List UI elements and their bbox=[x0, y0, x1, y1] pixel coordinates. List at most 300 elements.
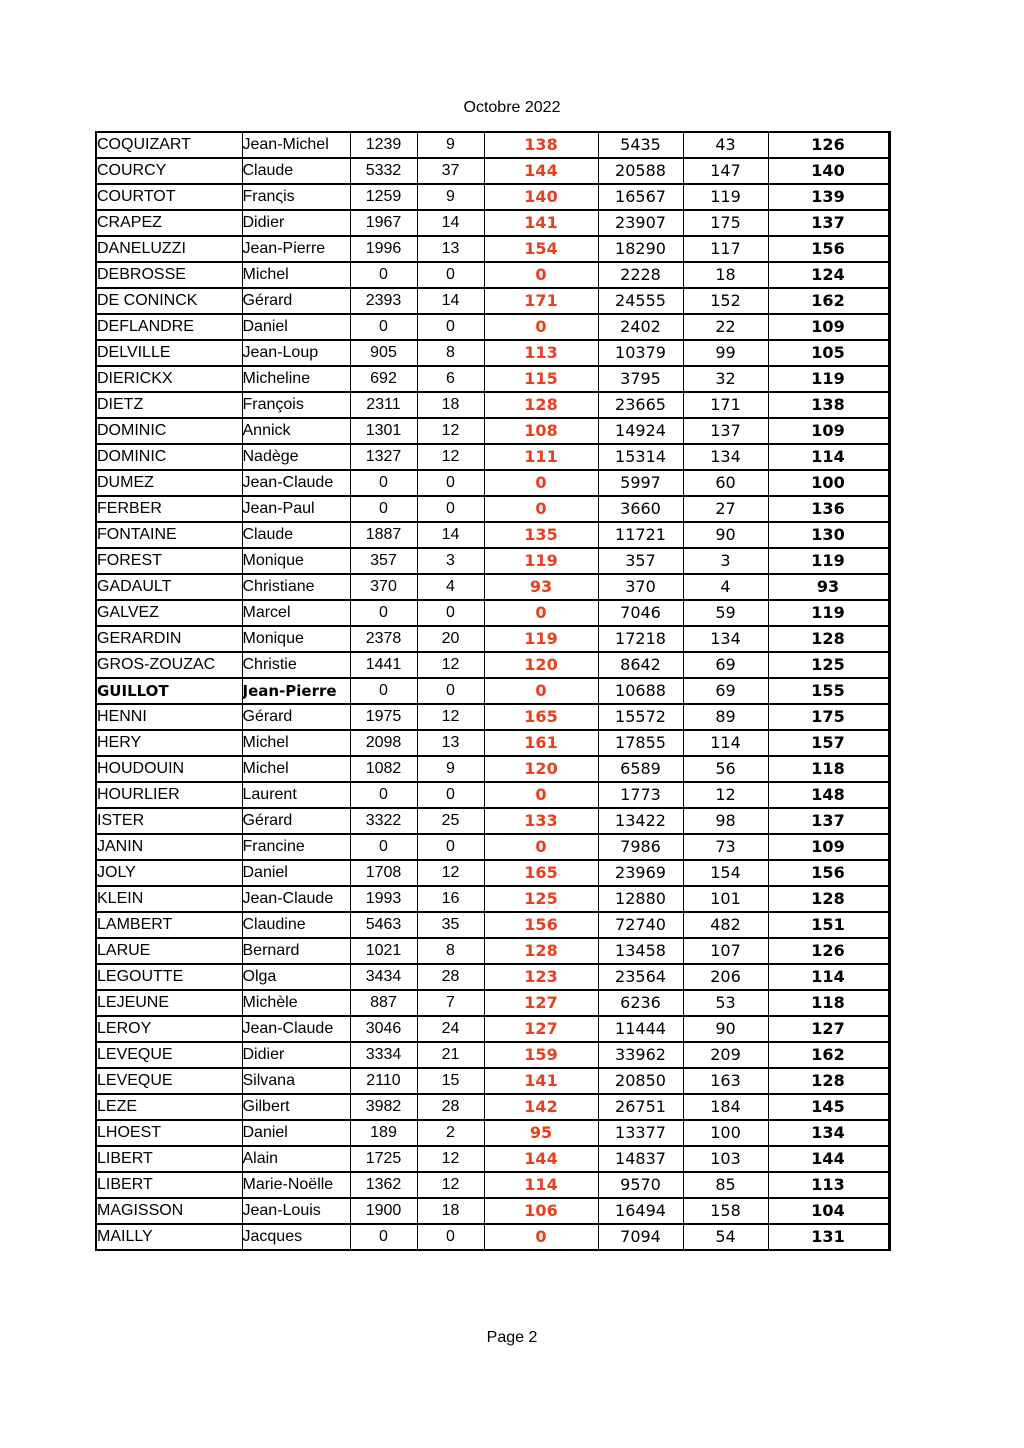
total-pins-cell: 20588 bbox=[598, 158, 683, 184]
last-name-cell: LIBERT bbox=[96, 1146, 242, 1172]
last-name-cell: FONTAINE bbox=[96, 522, 242, 548]
total-pins-cell: 11444 bbox=[598, 1016, 683, 1042]
month-average-cell: 111 bbox=[484, 444, 598, 470]
month-average-cell: 120 bbox=[484, 652, 598, 678]
total-average-cell: 119 bbox=[768, 600, 889, 626]
month-pins-cell: 1725 bbox=[350, 1146, 417, 1172]
first-name-cell: Olga bbox=[242, 964, 350, 990]
month-games-cell: 8 bbox=[417, 340, 484, 366]
total-games-cell: 90 bbox=[683, 522, 768, 548]
total-games-cell: 184 bbox=[683, 1094, 768, 1120]
month-games-cell: 8 bbox=[417, 938, 484, 964]
month-games-cell: 0 bbox=[417, 314, 484, 340]
total-games-cell: 22 bbox=[683, 314, 768, 340]
first-name-cell: Claude bbox=[242, 158, 350, 184]
month-pins-cell: 1996 bbox=[350, 236, 417, 262]
total-average-cell: 124 bbox=[768, 262, 889, 288]
table-row bbox=[96, 834, 889, 860]
first-name-cell: Gérard bbox=[242, 808, 350, 834]
first-name-cell: Monique bbox=[242, 626, 350, 652]
month-games-cell: 12 bbox=[417, 1172, 484, 1198]
total-games-cell: 53 bbox=[683, 990, 768, 1016]
month-pins-cell: 0 bbox=[350, 496, 417, 522]
month-average-cell: 171 bbox=[484, 288, 598, 314]
table-row bbox=[96, 184, 889, 210]
first-name-cell: Monique bbox=[242, 548, 350, 574]
month-pins-cell: 0 bbox=[350, 1224, 417, 1250]
last-name-cell: DIETZ bbox=[96, 392, 242, 418]
month-average-cell: 114 bbox=[484, 1172, 598, 1198]
month-pins-cell: 0 bbox=[350, 600, 417, 626]
total-average-cell: 100 bbox=[768, 470, 889, 496]
total-pins-cell: 24555 bbox=[598, 288, 683, 314]
last-name-cell: COURTOT bbox=[96, 184, 242, 210]
table-row bbox=[96, 886, 889, 912]
last-name-cell: DELVILLE bbox=[96, 340, 242, 366]
month-pins-cell: 1259 bbox=[350, 184, 417, 210]
month-pins-cell: 2393 bbox=[350, 288, 417, 314]
month-pins-cell: 3334 bbox=[350, 1042, 417, 1068]
total-pins-cell: 3660 bbox=[598, 496, 683, 522]
month-games-cell: 13 bbox=[417, 236, 484, 262]
last-name-cell: LEZE bbox=[96, 1094, 242, 1120]
month-average-cell: 0 bbox=[484, 262, 598, 288]
total-games-cell: 163 bbox=[683, 1068, 768, 1094]
last-name-cell: DE CONINCK bbox=[96, 288, 242, 314]
last-name-cell: LIBERT bbox=[96, 1172, 242, 1198]
total-average-cell: 127 bbox=[768, 1016, 889, 1042]
last-name-cell: GALVEZ bbox=[96, 600, 242, 626]
last-name-cell: HERY bbox=[96, 730, 242, 756]
total-pins-cell: 23665 bbox=[598, 392, 683, 418]
month-games-cell: 3 bbox=[417, 548, 484, 574]
month-games-cell: 37 bbox=[417, 158, 484, 184]
month-average-cell: 156 bbox=[484, 912, 598, 938]
month-average-cell: 93 bbox=[484, 574, 598, 600]
total-pins-cell: 7986 bbox=[598, 834, 683, 860]
first-name-cell: Francine bbox=[242, 834, 350, 860]
table-row bbox=[96, 1224, 889, 1250]
total-average-cell: 119 bbox=[768, 548, 889, 574]
table-row bbox=[96, 1146, 889, 1172]
total-average-cell: 109 bbox=[768, 834, 889, 860]
total-games-cell: 209 bbox=[683, 1042, 768, 1068]
last-name-cell: LEVEQUE bbox=[96, 1042, 242, 1068]
total-pins-cell: 13377 bbox=[598, 1120, 683, 1146]
total-games-cell: 134 bbox=[683, 626, 768, 652]
first-name-cell: Gérard bbox=[242, 704, 350, 730]
total-games-cell: 101 bbox=[683, 886, 768, 912]
total-average-cell: 139 bbox=[768, 184, 889, 210]
total-pins-cell: 23907 bbox=[598, 210, 683, 236]
total-pins-cell: 7094 bbox=[598, 1224, 683, 1250]
month-pins-cell: 2311 bbox=[350, 392, 417, 418]
table-row bbox=[96, 704, 889, 730]
table-row bbox=[96, 730, 889, 756]
first-name-cell: Jean-Michel bbox=[242, 132, 350, 158]
first-name-cell: Micheline bbox=[242, 366, 350, 392]
month-average-cell: 128 bbox=[484, 938, 598, 964]
total-games-cell: 98 bbox=[683, 808, 768, 834]
month-pins-cell: 1301 bbox=[350, 418, 417, 444]
first-name-cell: Jean-Claude bbox=[242, 886, 350, 912]
table-row bbox=[96, 548, 889, 574]
month-average-cell: 133 bbox=[484, 808, 598, 834]
table-row bbox=[96, 652, 889, 678]
month-pins-cell: 2110 bbox=[350, 1068, 417, 1094]
month-games-cell: 35 bbox=[417, 912, 484, 938]
month-games-cell: 0 bbox=[417, 262, 484, 288]
month-average-cell: 123 bbox=[484, 964, 598, 990]
total-pins-cell: 370 bbox=[598, 574, 683, 600]
total-pins-cell: 15314 bbox=[598, 444, 683, 470]
total-games-cell: 137 bbox=[683, 418, 768, 444]
total-pins-cell: 1773 bbox=[598, 782, 683, 808]
total-average-cell: 128 bbox=[768, 1068, 889, 1094]
last-name-cell: DIERICKX bbox=[96, 366, 242, 392]
first-name-cell: Jean-Pierre bbox=[242, 678, 350, 704]
first-name-cell: Jean-Paul bbox=[242, 496, 350, 522]
first-name-cell: Michel bbox=[242, 756, 350, 782]
total-average-cell: 128 bbox=[768, 886, 889, 912]
total-average-cell: 156 bbox=[768, 860, 889, 886]
total-average-cell: 119 bbox=[768, 366, 889, 392]
month-games-cell: 28 bbox=[417, 964, 484, 990]
first-name-cell: Marie-Noëlle bbox=[242, 1172, 350, 1198]
first-name-cell: Michel bbox=[242, 262, 350, 288]
month-average-cell: 144 bbox=[484, 1146, 598, 1172]
total-games-cell: 154 bbox=[683, 860, 768, 886]
page-title: Octobre 2022 bbox=[463, 99, 561, 116]
month-pins-cell: 905 bbox=[350, 340, 417, 366]
table-row bbox=[96, 574, 889, 600]
month-pins-cell: 1975 bbox=[350, 704, 417, 730]
last-name-cell: HENNI bbox=[96, 704, 242, 730]
total-pins-cell: 3795 bbox=[598, 366, 683, 392]
last-name-cell: GROS-ZOUZAC bbox=[96, 652, 242, 678]
total-pins-cell: 11721 bbox=[598, 522, 683, 548]
first-name-cell: Claudine bbox=[242, 912, 350, 938]
total-pins-cell: 10688 bbox=[598, 678, 683, 704]
first-name-cell: Christie bbox=[242, 652, 350, 678]
total-pins-cell: 6589 bbox=[598, 756, 683, 782]
total-average-cell: 109 bbox=[768, 314, 889, 340]
month-average-cell: 141 bbox=[484, 210, 598, 236]
month-average-cell: 108 bbox=[484, 418, 598, 444]
first-name-cell: Gilbert bbox=[242, 1094, 350, 1120]
last-name-cell: COURCY bbox=[96, 158, 242, 184]
month-games-cell: 7 bbox=[417, 990, 484, 1016]
last-name-cell: COQUIZART bbox=[96, 132, 242, 158]
first-name-cell: Gérard bbox=[242, 288, 350, 314]
table-body bbox=[96, 132, 889, 1250]
month-average-cell: 125 bbox=[484, 886, 598, 912]
total-games-cell: 4 bbox=[683, 574, 768, 600]
month-average-cell: 0 bbox=[484, 600, 598, 626]
total-average-cell: 162 bbox=[768, 1042, 889, 1068]
table-row bbox=[96, 262, 889, 288]
table-row bbox=[96, 964, 889, 990]
month-games-cell: 0 bbox=[417, 600, 484, 626]
total-games-cell: 171 bbox=[683, 392, 768, 418]
month-games-cell: 18 bbox=[417, 1198, 484, 1224]
last-name-cell: GUILLOT bbox=[96, 678, 242, 704]
month-games-cell: 28 bbox=[417, 1094, 484, 1120]
month-games-cell: 0 bbox=[417, 834, 484, 860]
total-games-cell: 158 bbox=[683, 1198, 768, 1224]
table-row bbox=[96, 288, 889, 314]
total-pins-cell: 5997 bbox=[598, 470, 683, 496]
first-name-cell: Jean-Louis bbox=[242, 1198, 350, 1224]
total-pins-cell: 2402 bbox=[598, 314, 683, 340]
last-name-cell: LARUE bbox=[96, 938, 242, 964]
total-average-cell: 125 bbox=[768, 652, 889, 678]
month-pins-cell: 1082 bbox=[350, 756, 417, 782]
total-average-cell: 131 bbox=[768, 1224, 889, 1250]
total-pins-cell: 6236 bbox=[598, 990, 683, 1016]
total-games-cell: 18 bbox=[683, 262, 768, 288]
month-games-cell: 6 bbox=[417, 366, 484, 392]
last-name-cell: LEGOUTTE bbox=[96, 964, 242, 990]
total-average-cell: 126 bbox=[768, 132, 889, 158]
month-games-cell: 0 bbox=[417, 782, 484, 808]
total-games-cell: 56 bbox=[683, 756, 768, 782]
total-average-cell: 148 bbox=[768, 782, 889, 808]
total-average-cell: 155 bbox=[768, 678, 889, 704]
table-row bbox=[96, 1120, 889, 1146]
month-games-cell: 12 bbox=[417, 704, 484, 730]
total-games-cell: 60 bbox=[683, 470, 768, 496]
month-games-cell: 25 bbox=[417, 808, 484, 834]
month-average-cell: 138 bbox=[484, 132, 598, 158]
first-name-cell: Didier bbox=[242, 210, 350, 236]
first-name-cell: Christiane bbox=[242, 574, 350, 600]
table-row bbox=[96, 418, 889, 444]
month-pins-cell: 1708 bbox=[350, 860, 417, 886]
month-games-cell: 14 bbox=[417, 210, 484, 236]
last-name-cell: DEBROSSE bbox=[96, 262, 242, 288]
total-average-cell: 151 bbox=[768, 912, 889, 938]
last-name-cell: LEJEUNE bbox=[96, 990, 242, 1016]
table-row bbox=[96, 366, 889, 392]
table-row bbox=[96, 912, 889, 938]
last-name-cell: LEVEQUE bbox=[96, 1068, 242, 1094]
month-average-cell: 154 bbox=[484, 236, 598, 262]
last-name-cell: MAGISSON bbox=[96, 1198, 242, 1224]
table-row bbox=[96, 600, 889, 626]
month-average-cell: 0 bbox=[484, 496, 598, 522]
total-pins-cell: 16567 bbox=[598, 184, 683, 210]
last-name-cell: JANIN bbox=[96, 834, 242, 860]
total-games-cell: 147 bbox=[683, 158, 768, 184]
month-games-cell: 12 bbox=[417, 418, 484, 444]
table-row bbox=[96, 990, 889, 1016]
first-name-cell: Jacques bbox=[242, 1224, 350, 1250]
month-games-cell: 14 bbox=[417, 288, 484, 314]
month-pins-cell: 5463 bbox=[350, 912, 417, 938]
first-name-cell: Laurent bbox=[242, 782, 350, 808]
month-pins-cell: 1441 bbox=[350, 652, 417, 678]
month-pins-cell: 1993 bbox=[350, 886, 417, 912]
month-games-cell: 14 bbox=[417, 522, 484, 548]
last-name-cell: LHOEST bbox=[96, 1120, 242, 1146]
table-row bbox=[96, 860, 889, 886]
month-pins-cell: 0 bbox=[350, 678, 417, 704]
total-average-cell: 113 bbox=[768, 1172, 889, 1198]
month-games-cell: 12 bbox=[417, 860, 484, 886]
table-row bbox=[96, 314, 889, 340]
month-pins-cell: 1362 bbox=[350, 1172, 417, 1198]
month-average-cell: 141 bbox=[484, 1068, 598, 1094]
table-row bbox=[96, 158, 889, 184]
last-name-cell: FERBER bbox=[96, 496, 242, 522]
month-games-cell: 20 bbox=[417, 626, 484, 652]
last-name-cell: HOUDOUIN bbox=[96, 756, 242, 782]
total-average-cell: 118 bbox=[768, 990, 889, 1016]
month-average-cell: 140 bbox=[484, 184, 598, 210]
total-average-cell: 114 bbox=[768, 964, 889, 990]
total-average-cell: 134 bbox=[768, 1120, 889, 1146]
last-name-cell: DOMINIC bbox=[96, 418, 242, 444]
table-row bbox=[96, 470, 889, 496]
total-games-cell: 69 bbox=[683, 652, 768, 678]
last-name-cell: LEROY bbox=[96, 1016, 242, 1042]
first-name-cell: Alain bbox=[242, 1146, 350, 1172]
month-pins-cell: 1887 bbox=[350, 522, 417, 548]
first-name-cell: Daniel bbox=[242, 314, 350, 340]
total-average-cell: 109 bbox=[768, 418, 889, 444]
page-number: Page 2 bbox=[486, 1329, 538, 1346]
total-games-cell: 107 bbox=[683, 938, 768, 964]
total-average-cell: 114 bbox=[768, 444, 889, 470]
first-name-cell: Marcel bbox=[242, 600, 350, 626]
first-name-cell: Jean-Loup bbox=[242, 340, 350, 366]
month-average-cell: 0 bbox=[484, 470, 598, 496]
first-name-cell: Michèle bbox=[242, 990, 350, 1016]
first-name-cell: Jean-Claude bbox=[242, 470, 350, 496]
month-games-cell: 16 bbox=[417, 886, 484, 912]
month-games-cell: 9 bbox=[417, 132, 484, 158]
total-games-cell: 32 bbox=[683, 366, 768, 392]
total-pins-cell: 8642 bbox=[598, 652, 683, 678]
total-games-cell: 175 bbox=[683, 210, 768, 236]
month-games-cell: 0 bbox=[417, 470, 484, 496]
total-pins-cell: 16494 bbox=[598, 1198, 683, 1224]
table-row bbox=[96, 1068, 889, 1094]
table-row bbox=[96, 808, 889, 834]
total-games-cell: 134 bbox=[683, 444, 768, 470]
first-name-cell: Daniel bbox=[242, 860, 350, 886]
total-pins-cell: 13422 bbox=[598, 808, 683, 834]
month-pins-cell: 3322 bbox=[350, 808, 417, 834]
total-games-cell: 103 bbox=[683, 1146, 768, 1172]
month-pins-cell: 0 bbox=[350, 470, 417, 496]
last-name-cell: GERARDIN bbox=[96, 626, 242, 652]
first-name-cell: François bbox=[242, 392, 350, 418]
month-pins-cell: 1967 bbox=[350, 210, 417, 236]
first-name-cell: Bernard bbox=[242, 938, 350, 964]
first-name-cell: Daniel bbox=[242, 1120, 350, 1146]
total-average-cell: 140 bbox=[768, 158, 889, 184]
last-name-cell: GADAULT bbox=[96, 574, 242, 600]
month-games-cell: 18 bbox=[417, 392, 484, 418]
month-games-cell: 9 bbox=[417, 756, 484, 782]
month-average-cell: 119 bbox=[484, 626, 598, 652]
total-average-cell: 104 bbox=[768, 1198, 889, 1224]
total-pins-cell: 20850 bbox=[598, 1068, 683, 1094]
total-games-cell: 117 bbox=[683, 236, 768, 262]
total-average-cell: 126 bbox=[768, 938, 889, 964]
total-games-cell: 27 bbox=[683, 496, 768, 522]
total-games-cell: 85 bbox=[683, 1172, 768, 1198]
total-pins-cell: 18290 bbox=[598, 236, 683, 262]
month-average-cell: 165 bbox=[484, 704, 598, 730]
first-name-cell: Michel bbox=[242, 730, 350, 756]
first-name-cell: Silvana bbox=[242, 1068, 350, 1094]
first-name-cell: Annick bbox=[242, 418, 350, 444]
month-games-cell: 15 bbox=[417, 1068, 484, 1094]
month-pins-cell: 0 bbox=[350, 262, 417, 288]
total-average-cell: 145 bbox=[768, 1094, 889, 1120]
month-pins-cell: 1239 bbox=[350, 132, 417, 158]
total-games-cell: 482 bbox=[683, 912, 768, 938]
month-pins-cell: 3982 bbox=[350, 1094, 417, 1120]
month-average-cell: 120 bbox=[484, 756, 598, 782]
month-pins-cell: 0 bbox=[350, 834, 417, 860]
total-games-cell: 89 bbox=[683, 704, 768, 730]
total-pins-cell: 23969 bbox=[598, 860, 683, 886]
month-games-cell: 21 bbox=[417, 1042, 484, 1068]
total-average-cell: 137 bbox=[768, 808, 889, 834]
total-games-cell: 119 bbox=[683, 184, 768, 210]
month-pins-cell: 5332 bbox=[350, 158, 417, 184]
table-row bbox=[96, 522, 889, 548]
month-average-cell: 128 bbox=[484, 392, 598, 418]
month-average-cell: 144 bbox=[484, 158, 598, 184]
last-name-cell: DOMINIC bbox=[96, 444, 242, 470]
total-games-cell: 3 bbox=[683, 548, 768, 574]
last-name-cell: DUMEZ bbox=[96, 470, 242, 496]
month-average-cell: 95 bbox=[484, 1120, 598, 1146]
table-row bbox=[96, 1042, 889, 1068]
total-games-cell: 100 bbox=[683, 1120, 768, 1146]
month-average-cell: 0 bbox=[484, 1224, 598, 1250]
total-pins-cell: 26751 bbox=[598, 1094, 683, 1120]
month-games-cell: 0 bbox=[417, 1224, 484, 1250]
total-games-cell: 73 bbox=[683, 834, 768, 860]
first-name-cell: Jean-Pierre bbox=[242, 236, 350, 262]
month-pins-cell: 2098 bbox=[350, 730, 417, 756]
total-pins-cell: 23564 bbox=[598, 964, 683, 990]
table-row bbox=[96, 626, 889, 652]
month-games-cell: 9 bbox=[417, 184, 484, 210]
last-name-cell: FOREST bbox=[96, 548, 242, 574]
total-average-cell: 118 bbox=[768, 756, 889, 782]
total-games-cell: 69 bbox=[683, 678, 768, 704]
last-name-cell: ISTER bbox=[96, 808, 242, 834]
month-pins-cell: 370 bbox=[350, 574, 417, 600]
last-name-cell: HOURLIER bbox=[96, 782, 242, 808]
total-games-cell: 90 bbox=[683, 1016, 768, 1042]
total-average-cell: 138 bbox=[768, 392, 889, 418]
month-pins-cell: 357 bbox=[350, 548, 417, 574]
last-name-cell: DEFLANDRE bbox=[96, 314, 242, 340]
month-average-cell: 161 bbox=[484, 730, 598, 756]
month-average-cell: 113 bbox=[484, 340, 598, 366]
total-pins-cell: 15572 bbox=[598, 704, 683, 730]
month-average-cell: 106 bbox=[484, 1198, 598, 1224]
month-pins-cell: 0 bbox=[350, 314, 417, 340]
